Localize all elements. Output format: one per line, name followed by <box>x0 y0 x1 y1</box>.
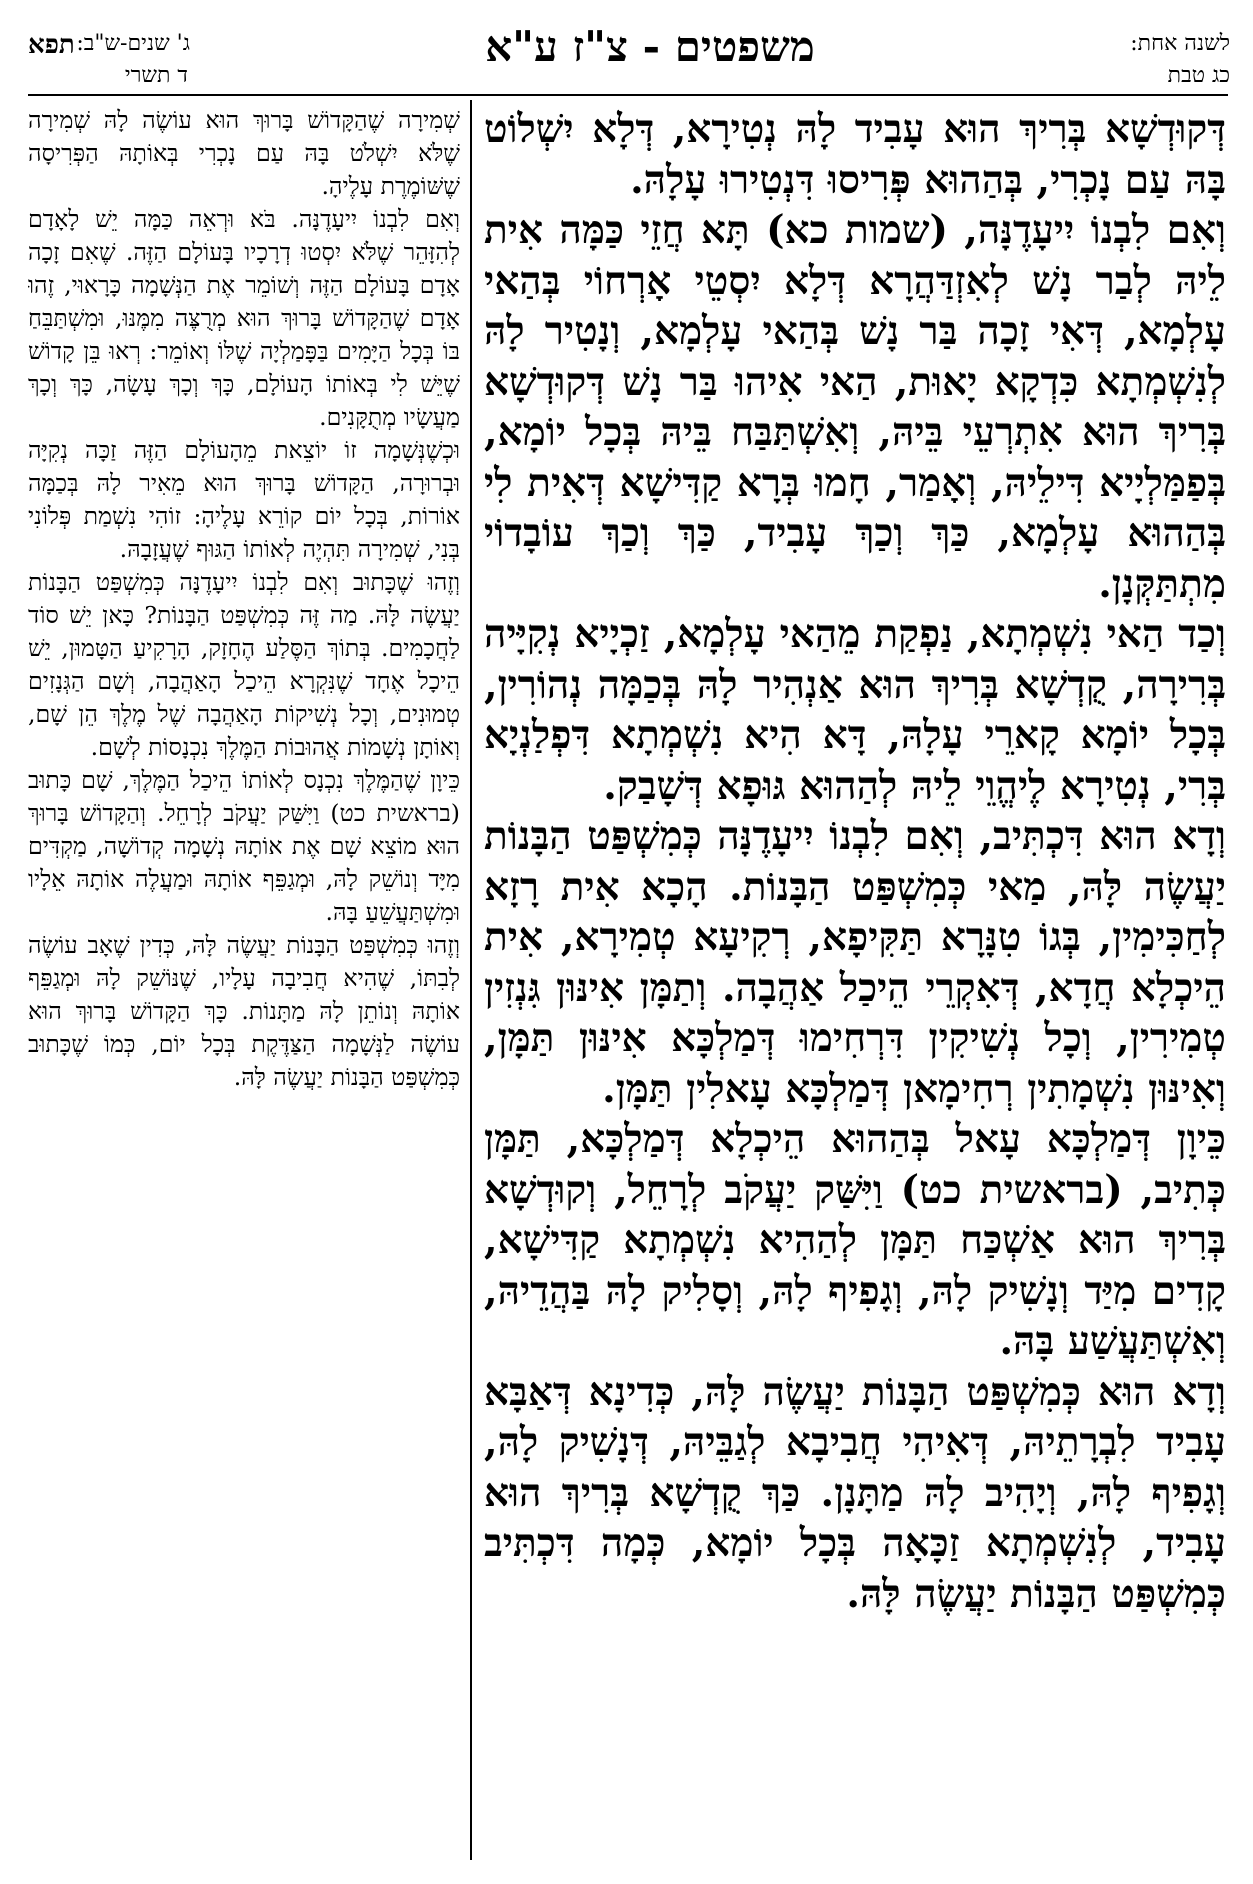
side-paragraph: וְזֶהוּ כְּמִשְׁפַּט הַבָּנוֹת יַעֲשֶׂה לָּהּ, כְּדִין שֶׁאָב עוֹשֶׂה לְבִתּוֹ, שֶׁהִיא חֲבִיבָה עָלָיו, שֶׁנּוֹשֵׁק לָהּ וּמְגַפֵּף אוֹתָהּ וְנוֹתֵן לָהּ מַתָּנוֹת. כָּךְ הַקָּדוֹשׁ בָּרוּךְ הוּא עוֹשֶׂה לַנְּשָׁמָה הַצַּדֶּקֶת בְּכָל יוֹם, כְּמוֹ שֶׁכָּתוּב כְּמִשְׁפַּט הַבָּנוֹת יַעֲשֶׂה לָּהּ. <box>28 931 460 1091</box>
main-paragraph: וְכַד הַאי נִשְׁמְתָא, נַפְקַת מֵהַאי עָלְמָא, זַכְיָיא נְקִיָּיה בְּרִירָה, קֻדְשָׁא בְּרִיךְ הוּא אַנְהִיר לָהּ בְּכַמָּה נְהוֹרִין, בְּכָל יוֹמָא קָארֵי עָלָהּ, דָּא הִיא נִשְׁמְתָא דִּפְלַנְיָא בְּרִי, נְטִירָא לֶיהֱוֵי לֵיהּ לְהַהוּא גּוּפָא דְּשָׁבַק. <box>484 611 1226 809</box>
translation-column <box>28 104 460 1864</box>
header-schedule-multiyear: ג' שנים-ש"ב: <box>76 31 190 56</box>
side-paragraph: וְאִם לִבְנוֹ יִיעָדֶנָּה. בֹּא וּרְאֵה כַּמָּה יֵשׁ לָאָדָם לְהִזָּהֵר שֶׁלֹּא יִסְטוּ דְרָכָיו בָּעוֹלָם הַזֶּה. שֶׁאִם זָכָה אָדָם בָּעוֹלָם הַזֶּה וְשׁוֹמֵר אֶת הַנְּשָׁמָה כָּרָאוּי, זֶהוּ אָדָם שֶׁהַקָּדוֹשׁ בָּרוּךְ הוּא מְרֻצֶּה מִמֶּנּוּ, וּמִשְׁתַּבֵּחַ בּוֹ בְּכָל הַיָּמִים בַּפָּמַלְיָה שֶׁלּוֹ וְאוֹמֵר: רְאוּ בֵּן קָדוֹשׁ שֶׁיֵּשׁ לִי בְּאוֹתוֹ הָעוֹלָם, כָּךְ וְכָךְ עָשָׂה, כָּךְ וְכָךְ מַעֲשָׂיו מְתֻקָּנִים. <box>28 205 460 431</box>
header-date-multiyear: ד תשרי <box>124 63 188 88</box>
side-paragraph: וְזֶהוּ שֶׁכָּתוּב וְאִם לִבְנוֹ יִיעָדֶנָּה כְּמִשְׁפַּט הַבָּנוֹת יַעֲשֶׂה לָּהּ. מַה זֶּה כְּמִשְׁפַּט הַבָּנוֹת? כָּאן יֵשׁ סוֹד לַחֲכָמִים. בְּתוֹךְ הַסֶּלַע הֶחָזָק, הָרָקִיעַ הַטָּמוּן, יֵשׁ הֵיכָל אֶחָד שֶׁנִּקְרָא הֵיכַל הָאַהֲבָה, וְשָׁם הַגְּנָזִים טְמוּנִים, וְכָל נְשִׁיקוֹת הָאַהֲבָה שֶׁל מֶלֶךְ הֵן שָׁם, וְאוֹתָן נְשָׁמוֹת אֲהוּבוֹת הַמֶּלֶךְ נִכְנָסוֹת לְשָׁם. <box>28 568 460 761</box>
header-date-yearly: כג טבת <box>1167 63 1230 88</box>
main-paragraph: דְּקוּדְשָׁא בְּרִיךְ הוּא עָבִיד לָהּ נְטִירָא, דְּלָא יִשְׁלוֹט בָּהּ עַם נָכְרִי, בְּהַהוּא פְּרִיסוּ דִּנְטִירוּ עָלָהּ. <box>484 106 1226 203</box>
header-left <box>28 30 248 100</box>
header-rule <box>28 94 1228 96</box>
column-divider <box>470 100 472 1860</box>
main-paragraph: וְדָא הוּא כְּמִשְׁפַּט הַבָּנוֹת יַעֲשֶׂה לָּהּ, כְּדִינָא דְּאַבָּא עָבִיד לִבְרָתֵיהּ, דְּאִיהִי חֲבִיבָא לְגַבֵּיהּ, דְּנָשִׁיק לָהּ, וְגָפִיף לָהּ, וְיָהִיב לָהּ מַתָּנָן. כַּךְ קֻדְשָׁא בְּרִיךְ הוּא עָבִיד, לְנִשְׁמְתָא זַכָּאָה בְּכָל יוֹמָא, כְּמָה דִּכְתִּיב כְּמִשְׁפַּט הַבָּנוֹת יַעֲשֶׂה לָּהּ. <box>484 1368 1226 1617</box>
side-paragraph: כֵּיוָן שֶׁהַמֶּלֶךְ נִכְנָס לְאוֹתוֹ הֵיכַל הַמֶּלֶךְ, שָׁם כָּתוּב (בראשית כט) וַיִּשַּׁק יַעֲקֹב לְרָחֵל. וְהַקָּדוֹשׁ בָּרוּךְ הוּא מוֹצֵא שָׁם אֶת אוֹתָהּ נְשָׁמָה קְדוֹשָׁה, מַקְדִּים מִיָּד וְנוֹשֵׁק לָהּ, וּמְגַפֵּף אוֹתָהּ וּמַעֲלֶה אוֹתָהּ אֵלָיו וּמִשְׁתַּעֲשֵׁעַ בָּהּ. <box>28 766 460 926</box>
side-paragraph: שְׁמִירָה שֶׁהַקָּדוֹשׁ בָּרוּךְ הוּא עוֹשֶׂה לָהּ שְׁמִירָה שֶׁלֹּא יִשְׁלֹט בָּהּ עַם נָכְרִי בְּאוֹתָהּ הַפְּרִיסָה שֶׁשּׁוֹמֶרֶת עָלֶיהָ. <box>28 106 460 200</box>
side-paragraph: וּכְשֶׁנְּשָׁמָה זוֹ יוֹצֵאת מֵהָעוֹלָם הַזֶּה זַכָּה נְקִיָּה וּבְרוּרָה, הַקָּדוֹשׁ בָּרוּךְ הוּא מֵאִיר לָהּ בְּכַמָּה אוֹרוֹת, בְּכָל יוֹם קוֹרֵא עָלֶיהָ: זוֹהִי נִשְׁמַת פְּלוֹנִי בְּנִי, שְׁמִירָה תִּהְיֶה לְאוֹתוֹ הַגּוּף שֶׁעֲזָבָהּ. <box>28 436 460 563</box>
header-right <box>1040 30 1230 100</box>
main-paragraph: כֵּיוָן דְּמַלְכָּא עָאל בְּהַהוּא הֵיכְלָא דְּמַלְכָּא, תַּמָּן כְּתִיב, (בראשית כט) וַיִּשַּׁק יַעֲקֹב לְרָחֵל, וְקוּדְשָׁא בְּרִיךְ הוּא אַשְׁכַּח תַּמָּן לְהַהִיא נִשְׁמְתָא קַדִּישָׁא, קָדִים מִיַּד וְנָשִׁיק לָהּ, וְגָפִיף לָהּ, וְסָלִיק לָהּ בַּהֲדֵיהּ, וְאִשְׁתַּעֲשַׁע בָּהּ. <box>484 1116 1226 1364</box>
main-text-column <box>484 104 1226 1864</box>
main-paragraph: וְאִם לִבְנוֹ יִיעָדֶנָּה, (שמות כא) תָּא חֲזֵי כַּמָּה אִית לֵיהּ לְבַר נָשׁ לְאִזְדַּהֲרָא דְּלָא יִסְטֵי אָרְחוֹי בְּהַאי עָלְמָא, דְּאִי זָכָה בַּר נָשׁ בְּהַאי עָלְמָא, וְנָטִיר לָהּ לְנִשְׁמְתָא כִּדְקָא יָאוּת, הַאי אִיהוּ בַּר נָשׁ דְּקוּדְשָׁא בְּרִיךְ הוּא אִתְרְעֵי בֵּיהּ, וְאִשְׁתַּבַּח בֵּיהּ בְּכָל יוֹמָא, בְּפַמַּלְיָיא דִּילֵיהּ, וְאָמַר, חָמוּ בְּרָא קַדִּישָׁא דְּאִית לִי בְּהַהוּא עָלְמָא, כַּךְ וְכַךְ עָבִיד, כַּךְ וְכַךְ עוֹבָדוֹי מִתְתַּקְּנָן. <box>484 207 1226 607</box>
page-title: משפטים - צ"ז ע"א <box>485 22 815 71</box>
header-schedule-yearly: לשנה אחת: <box>1130 31 1230 56</box>
main-paragraph: וְדָא הוּא דִּכְתִּיב, וְאִם לִבְנוֹ יִיעָדֶנָּה כְּמִשְׁפַּט הַבָּנוֹת יַעֲשֶׂה לָּהּ, מַאי כְּמִשְׁפַּט הַבָּנוֹת. הָכָא אִית רָזָא לְחַכִּימִין, בְּגוֹ טִנָּרָא תַּקִּיפָא, רְקִיעָא טְמִירָא, אִית הֵיכְלָא חֲדָא, דְּאִקְרֵי הֵיכַל אַהֲבָה. וְתַמָּן אִינּוּן גִּנְזִין טְמִירִין, וְכָל נְשִׁיקִין דִּרְחִימוּ דְּמַלְכָּא אִינּוּן תַּמָּן, וְאִינּוּן נִשְׁמָתִין רְחִימָאן דְּמַלְכָּא עָאלִין תַּמָּן. <box>484 813 1226 1112</box>
page-number: תפא <box>28 30 75 60</box>
